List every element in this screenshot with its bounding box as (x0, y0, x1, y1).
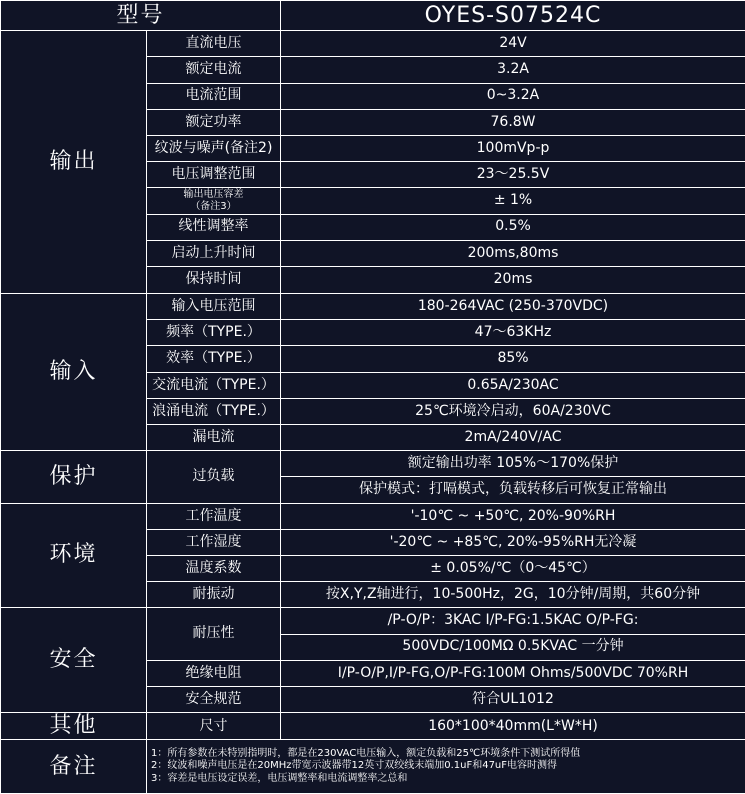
spec-value: 100mVp-p (281, 135, 745, 161)
spec-value: 180-264VAC (250-370VDC) (281, 294, 745, 320)
spec-value: 85% (281, 346, 745, 372)
spec-value: 500VDC/100MΩ 0.5KVAC 一分钟 (281, 634, 745, 660)
category-protection: 保护 (1, 451, 147, 503)
spec-value: 47～63KHz (281, 320, 745, 346)
spec-label: 工作湿度 (147, 529, 281, 555)
spec-label: 浪涌电流（TYPE.） (147, 398, 281, 424)
spec-value: 0.5% (281, 214, 745, 240)
spec-label: 保持时间 (147, 266, 281, 293)
spec-value: ± 0.05%/℃（0～45℃） (281, 555, 745, 581)
notes-cell (147, 740, 745, 794)
header-row (1, 1, 745, 31)
spec-row (1, 294, 745, 320)
category-input: 输入 (1, 294, 147, 451)
spec-label: 过负载 (147, 451, 281, 503)
category-output: 输出 (1, 31, 147, 294)
note-line: 1：所有参数在未特别指明时，都是在230VAC电压输入，额定负载和25℃环境条件下测试所得值 (151, 747, 581, 759)
spec-label: 额定电流 (147, 57, 281, 83)
spec-label: 额定功率 (147, 109, 281, 135)
spec-value: 20ms (281, 266, 745, 293)
note-line: 2：纹波和噪声电压是在20MHz带宽示波器带12英寸双绞线末端加0.1uF和47uF电容时测得 (151, 760, 558, 772)
spec-value: 保护模式：打嗝模式，负载转移后可恢复正常输出 (281, 477, 745, 503)
category-environment: 环境 (1, 503, 147, 608)
spec-value: 0.65A/230AC (281, 372, 745, 398)
spec-label: 安全规范 (147, 686, 281, 712)
spec-row (1, 31, 745, 57)
spec-value: '-10℃ ~ +50℃, 20%-90%RH (281, 503, 745, 529)
spec-value: 160*100*40mm(L*W*H) (281, 713, 745, 740)
spec-label: 启动上升时间 (147, 240, 281, 266)
notes-row (1, 740, 745, 794)
spec-label: 交流电流（TYPE.） (147, 372, 281, 398)
spec-value: 25℃环境冷启动，60A/230VC (281, 398, 745, 424)
spec-label: 频率（TYPE.） (147, 320, 281, 346)
spec-label: 耐振动 (147, 582, 281, 608)
category-notes: 备注 (1, 740, 147, 794)
spec-value: 符合UL1012 (281, 686, 745, 712)
spec-value: 24V (281, 31, 745, 57)
spec-value: I/P-O/P,I/P-FG,O/P-FG:100M Ohms/500VDC 70%RH (281, 660, 745, 686)
spec-label (147, 188, 281, 214)
spec-value: 0~3.2A (281, 83, 745, 109)
spec-value: 3.2A (281, 57, 745, 83)
spec-label-line: 输出电压容差 (183, 189, 244, 201)
spec-label: 尺寸 (147, 713, 281, 740)
spec-value: '-20℃ ~ +85℃, 20%-95%RH无冷凝 (281, 529, 745, 555)
note-line: 3：容差是电压设定误差，电压调整率和电流调整率之总和 (151, 772, 408, 784)
spec-label: 效率（TYPE.） (147, 346, 281, 372)
spec-value: 2mA/240V/AC (281, 425, 745, 451)
spec-label: 绝缘电阻 (147, 660, 281, 686)
model-label: 型号 (1, 1, 281, 31)
spec-row (1, 608, 745, 634)
spec-label: 工作温度 (147, 503, 281, 529)
spec-label: 线性调整率 (147, 214, 281, 240)
spec-label: 温度系数 (147, 555, 281, 581)
model-number: OYES-S07524C (281, 1, 745, 31)
spec-label-line: （备注3） (190, 200, 237, 212)
spec-value: 按X,Y,Z轴进行，10-500Hz，2G，10分钟/周期，共60分钟 (281, 582, 745, 608)
spec-label: 漏电流 (147, 425, 281, 451)
spec-row (1, 451, 745, 477)
category-other: 其他 (1, 713, 147, 740)
spec-label: 耐压性 (147, 608, 281, 660)
spec-label: 电压调整范围 (147, 162, 281, 188)
spec-value: 23～25.5V (281, 162, 745, 188)
category-safety: 安全 (1, 608, 147, 713)
spec-value: /P-O/P：3KAC I/P-FG:1.5KAC O/P-FG: (281, 608, 745, 634)
spec-value: ± 1% (281, 188, 745, 214)
spec-label: 电流范围 (147, 83, 281, 109)
spec-label: 纹波与噪声(备注2) (147, 135, 281, 161)
spec-value: 额定输出功率 105%～170%保护 (281, 451, 745, 477)
spec-label: 输入电压范围 (147, 294, 281, 320)
spec-row (1, 503, 745, 529)
spec-label: 直流电压 (147, 31, 281, 57)
spec-value: 76.8W (281, 109, 745, 135)
spec-row (1, 713, 745, 740)
spec-value: 200ms,80ms (281, 240, 745, 266)
